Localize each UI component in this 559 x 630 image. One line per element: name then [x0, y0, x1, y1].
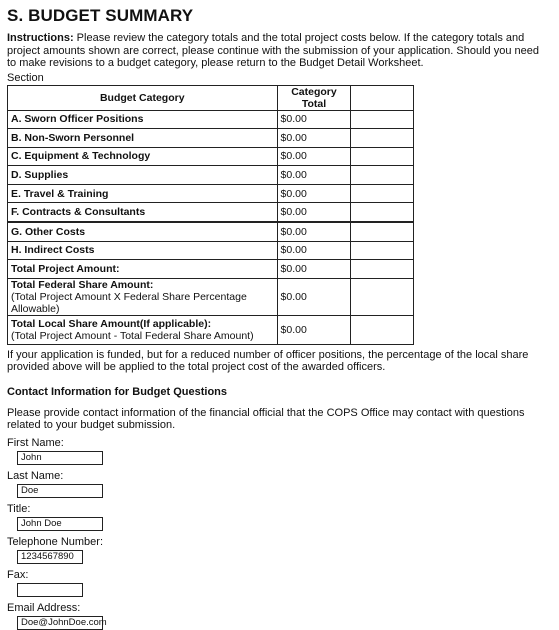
- federal-share-sub: (Total Project Amount X Federal Share Percentage Allowable): [11, 290, 247, 315]
- row-blank: [351, 260, 414, 279]
- title-label: Title:: [7, 502, 31, 515]
- table-row: [8, 241, 414, 260]
- row-total: $0.00: [277, 241, 351, 260]
- table-row: [8, 184, 414, 203]
- row-category: F. Contracts & Consultants: [8, 203, 278, 222]
- contact-text: Please provide contact information of the financial official that the COPS Office may contact with questions related to your budget submission.: [7, 406, 525, 432]
- row-blank: [351, 315, 414, 344]
- row-blank: [351, 166, 414, 185]
- federal-share-value: $0.00: [277, 278, 351, 315]
- row-category: A. Sworn Officer Positions: [8, 110, 278, 129]
- local-share-label: Total Local Share Amount(If applicable):: [11, 317, 212, 330]
- row-category: G. Other Costs: [8, 222, 278, 241]
- row-blank: [351, 110, 414, 129]
- instructions-text: Please review the category totals and the total project costs below. If the category totals and project amounts shown are correct, please continue with the submission of your application. Should you need to make revisions to a budget category, please return to the Budget Detail Worksheet.: [7, 32, 539, 69]
- table-row: [8, 203, 414, 222]
- row-blank: [351, 222, 414, 241]
- row-category: D. Supplies: [8, 166, 278, 185]
- last-name-field[interactable]: Doe: [17, 484, 103, 498]
- local-share-value: $0.00: [277, 315, 351, 344]
- row-category: H. Indirect Costs: [8, 241, 278, 260]
- row-category: C. Equipment & Technology: [8, 147, 278, 166]
- last-name-group: [7, 470, 551, 498]
- row-blank: [351, 147, 414, 166]
- instructions: [7, 32, 551, 70]
- first-name-group: [7, 437, 551, 465]
- row-blank: [351, 203, 414, 222]
- email-field[interactable]: Doe@JohnDoe.com: [17, 616, 103, 630]
- fax-group: [7, 569, 551, 597]
- instructions-label: Instructions:: [7, 32, 74, 44]
- fax-field[interactable]: [17, 583, 83, 597]
- local-share-sub: (Total Project Amount - Total Federal Share Amount): [11, 329, 254, 342]
- local-share-cell: [8, 315, 278, 344]
- phone-group: [7, 536, 551, 564]
- row-total: $0.00: [277, 129, 351, 148]
- row-total: $0.00: [277, 184, 351, 203]
- phone-label: Telephone Number:: [7, 535, 104, 548]
- row-category: B. Non-Sworn Personnel: [8, 129, 278, 148]
- section-label: Section: [7, 71, 44, 84]
- row-total: $0.00: [277, 166, 351, 185]
- row-total: $0.00: [277, 203, 351, 222]
- row-total: $0.00: [277, 222, 351, 241]
- row-category: E. Travel & Training: [8, 184, 278, 203]
- budget-table: [7, 85, 414, 345]
- table-row: [8, 110, 414, 129]
- table-row: [8, 166, 414, 185]
- local-share-row: [8, 315, 414, 344]
- funded-note: If your application is funded, but for a reduced number of officer positions, the percentage of the local share provided above will be applied to the total project cost of the awarded officers.: [7, 348, 529, 374]
- federal-share-cell: [8, 278, 278, 315]
- email-label: Email Address:: [7, 601, 81, 614]
- phone-field[interactable]: 1234567890: [17, 550, 83, 564]
- row-blank: [351, 129, 414, 148]
- title-field[interactable]: John Doe: [17, 517, 103, 531]
- header-category-total: Category Total: [277, 85, 351, 110]
- first-name-field[interactable]: John: [17, 451, 103, 465]
- federal-share-row: [8, 278, 414, 315]
- total-project-row: [8, 260, 414, 279]
- row-blank: [351, 278, 414, 315]
- total-project-value: $0.00: [277, 260, 351, 279]
- row-blank: [351, 184, 414, 203]
- row-blank: [351, 241, 414, 260]
- header-budget-category: Budget Category: [8, 85, 278, 110]
- header-blank: [351, 85, 414, 110]
- table-row: [8, 147, 414, 166]
- last-name-label: Last Name:: [7, 469, 64, 482]
- table-row: [8, 129, 414, 148]
- page-title: S. BUDGET SUMMARY: [7, 6, 194, 25]
- row-total: $0.00: [277, 147, 351, 166]
- contact-heading: Contact Information for Budget Questions: [7, 385, 227, 398]
- row-total: $0.00: [277, 110, 351, 129]
- title-group: [7, 503, 551, 531]
- table-header-row: [8, 85, 414, 110]
- federal-share-label: Total Federal Share Amount:: [11, 278, 154, 291]
- email-group: [7, 602, 551, 630]
- table-row: [8, 222, 414, 241]
- fax-label: Fax:: [7, 568, 29, 581]
- first-name-label: First Name:: [7, 436, 64, 449]
- total-project-label: Total Project Amount:: [8, 260, 278, 279]
